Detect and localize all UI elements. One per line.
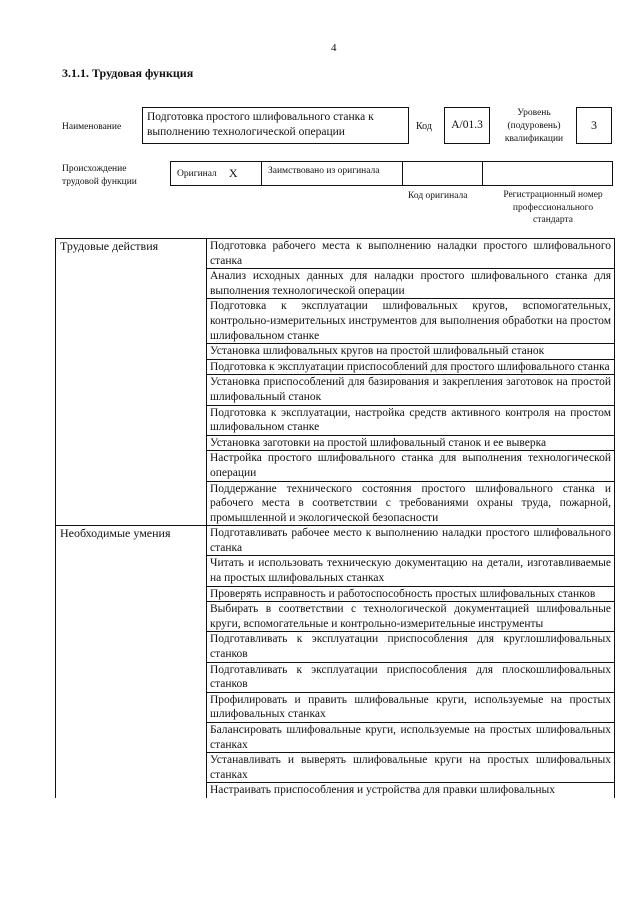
table-cell-item: Анализ исходных данных для наладки простого шлифовального станка для выполнения технологической операции <box>207 269 615 299</box>
table-cell-item: Подготавливать к эксплуатации приспособления для плоскошлифовальных станков <box>207 662 615 692</box>
function-name-box <box>142 107 409 144</box>
original-label: Оригинал <box>177 168 217 179</box>
page-number: 4 <box>331 42 337 54</box>
section-category: Необходимые умения <box>56 526 207 798</box>
table-cell-item: Подготавливать к эксплуатации приспособления для круглошлифовальных станков <box>207 632 615 662</box>
section-category: Трудовые действия <box>56 239 207 526</box>
table-cell-item: Подготавливать рабочее место к выполнению наладки простого шлифовального станка <box>207 526 615 556</box>
table-cell-item: Устанавливать и выверять шлифовальные круги на простых шлифовальных станках <box>207 753 615 783</box>
level-value: 3 <box>576 107 612 144</box>
reg-number-label <box>490 189 616 227</box>
section-title: 3.1.1. Трудовая функция <box>62 66 194 80</box>
table-cell-item: Выбирать в соответствии с технологической документацией шлифовальные круги, вспомогательные и контрольно-измерительные инструменты <box>207 602 615 632</box>
table-cell-item: Подготовка рабочего места к выполнению наладки простого шлифовального станка <box>207 239 615 269</box>
table-cell-item: Установка заготовки на простой шлифовальный станок и ее выверка <box>207 435 615 451</box>
reg-number-line2: профессионального <box>512 202 594 213</box>
level-label <box>494 107 574 146</box>
table-cell-item: Поддержание технического состояния простого шлифовального станка и рабочего места в соответствии с требованиями охраны труда, пожарной, промышленной и экологической безопасности <box>207 481 615 526</box>
level-label-line1: Уровень <box>517 108 551 118</box>
table-row <box>56 526 615 556</box>
function-table <box>55 238 615 798</box>
table-cell-item: Настраивать приспособления и устройства для правки шлифовальных <box>207 783 615 798</box>
table-cell-item: Подготовка к эксплуатации приспособлений для простого шлифовального станка <box>207 359 615 375</box>
origin-row <box>170 161 613 186</box>
table-cell-item: Подготовка к эксплуатации, настройка средств активного контроля на простом шлифовальном станке <box>207 405 615 435</box>
original-mark: X <box>228 166 238 180</box>
name-label: Наименование <box>62 122 122 132</box>
original-cell <box>171 162 262 185</box>
level-label-line3: квалификации <box>504 134 564 144</box>
code-value: А/01.3 <box>444 107 490 144</box>
table-cell-item: Балансировать шлифовальные круги, используемые на простых шлифовальных станках <box>207 723 615 753</box>
origin-label-line2: трудовой функции <box>62 177 137 187</box>
borrowed-cell <box>262 162 403 185</box>
table-cell-item: Установка шлифовальных кругов на простой шлифовальный станок <box>207 344 615 360</box>
function-name-line1: Подготовка простого шлифовального станка к <box>147 111 374 123</box>
reg-number-cell <box>483 162 612 185</box>
borrowed-label: Заимствовано из оригинала <box>268 166 380 176</box>
table-cell-item: Подготовка к эксплуатации шлифовальных кругов, вспомогательных, контрольно-измерительных инструментов для выполнения обработки на простом шлифовальном станке <box>207 299 615 344</box>
table-cell-item: Профилировать и править шлифовальные круги, используемые на простых шлифовальных станках <box>207 692 615 722</box>
table-cell-item: Установка приспособлений для базирования и закрепления заготовок на простой шлифовальный станок <box>207 375 615 405</box>
code-label: Код <box>416 121 432 132</box>
table-cell-item: Проверять исправность и работоспособность простых шлифовальных станков <box>207 586 615 602</box>
table-cell-item: Настройка простого шлифовального станка для выполнения технологической операции <box>207 451 615 481</box>
code-original-label: Код оригинала <box>408 191 468 201</box>
origin-label <box>62 163 137 189</box>
origin-label-line1: Происхождение <box>62 164 127 174</box>
level-label-line2: (подуровень) <box>507 121 561 131</box>
code-original-cell <box>403 162 483 185</box>
reg-number-line1: Регистрационный номер <box>503 190 603 200</box>
table-cell-item: Читать и использовать техническую документацию на детали, изготавливаемые на простых шлифовальных станках <box>207 556 615 586</box>
table-row <box>56 239 615 269</box>
reg-number-line3: стандарта <box>533 215 573 225</box>
function-name-line2: выполнению технологической операции <box>147 126 345 138</box>
